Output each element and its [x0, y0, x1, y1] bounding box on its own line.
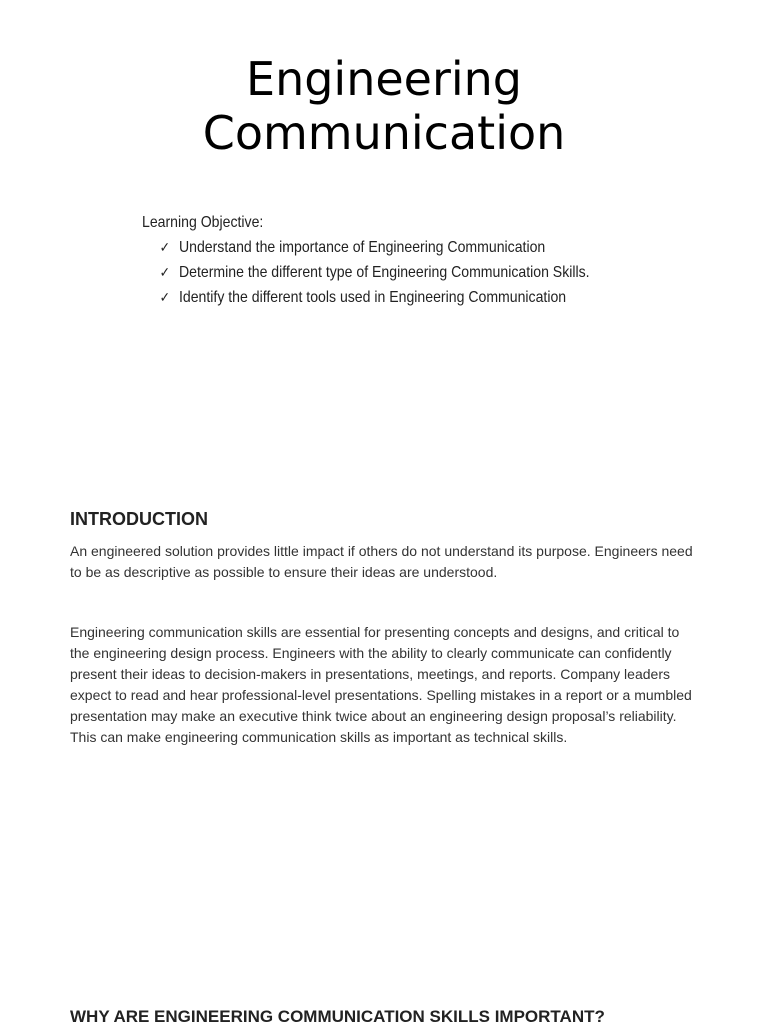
introduction-heading: INTRODUCTION [70, 509, 208, 529]
objective-text: Understand the importance of Engineering Communication [178, 239, 546, 256]
checkmark-icon: ✓ [159, 289, 170, 305]
why-important-heading: WHY ARE ENGINEERING COMMUNICATION SKILLS IMPORTANT? [70, 1007, 605, 1026]
title-line-2: Communication [202, 106, 566, 160]
document-title [0, 52, 768, 160]
objectives-list [142, 235, 590, 310]
introduction-paragraph-1: An engineered solution provides little impact if others do not understand its purpose. Engineers need to be as descriptive as possible to ensure their ideas are understood. [70, 543, 693, 580]
list-item [160, 235, 582, 260]
objective-text: Determine the different type of Engineering Communication Skills. [178, 264, 590, 281]
title-line-1: Engineering [246, 52, 522, 106]
list-item [160, 285, 582, 310]
introduction-paragraph-2: Engineering communication skills are essential for presenting concepts and designs, and critical to the engineering design process. Engineers with the ability to clearly communicate can confidently present their ideas to decision-makers in presentations, meetings, and reports. Company leaders expect to read and hear professional-level presentations. Spelling mistakes in a report or a mumbled presentation may make an executive think twice about an engineering design proposal’s reliability. This can make engineering communication skills as important as technical skills. [70, 624, 692, 745]
checkmark-icon: ✓ [159, 264, 170, 280]
objective-text: Identify the different tools used in Engineering Communication [178, 289, 567, 306]
list-item [159, 260, 590, 285]
learning-objectives-heading: Learning Objective: [142, 214, 264, 231]
checkmark-icon: ✓ [159, 239, 170, 255]
learning-objectives [142, 211, 590, 310]
